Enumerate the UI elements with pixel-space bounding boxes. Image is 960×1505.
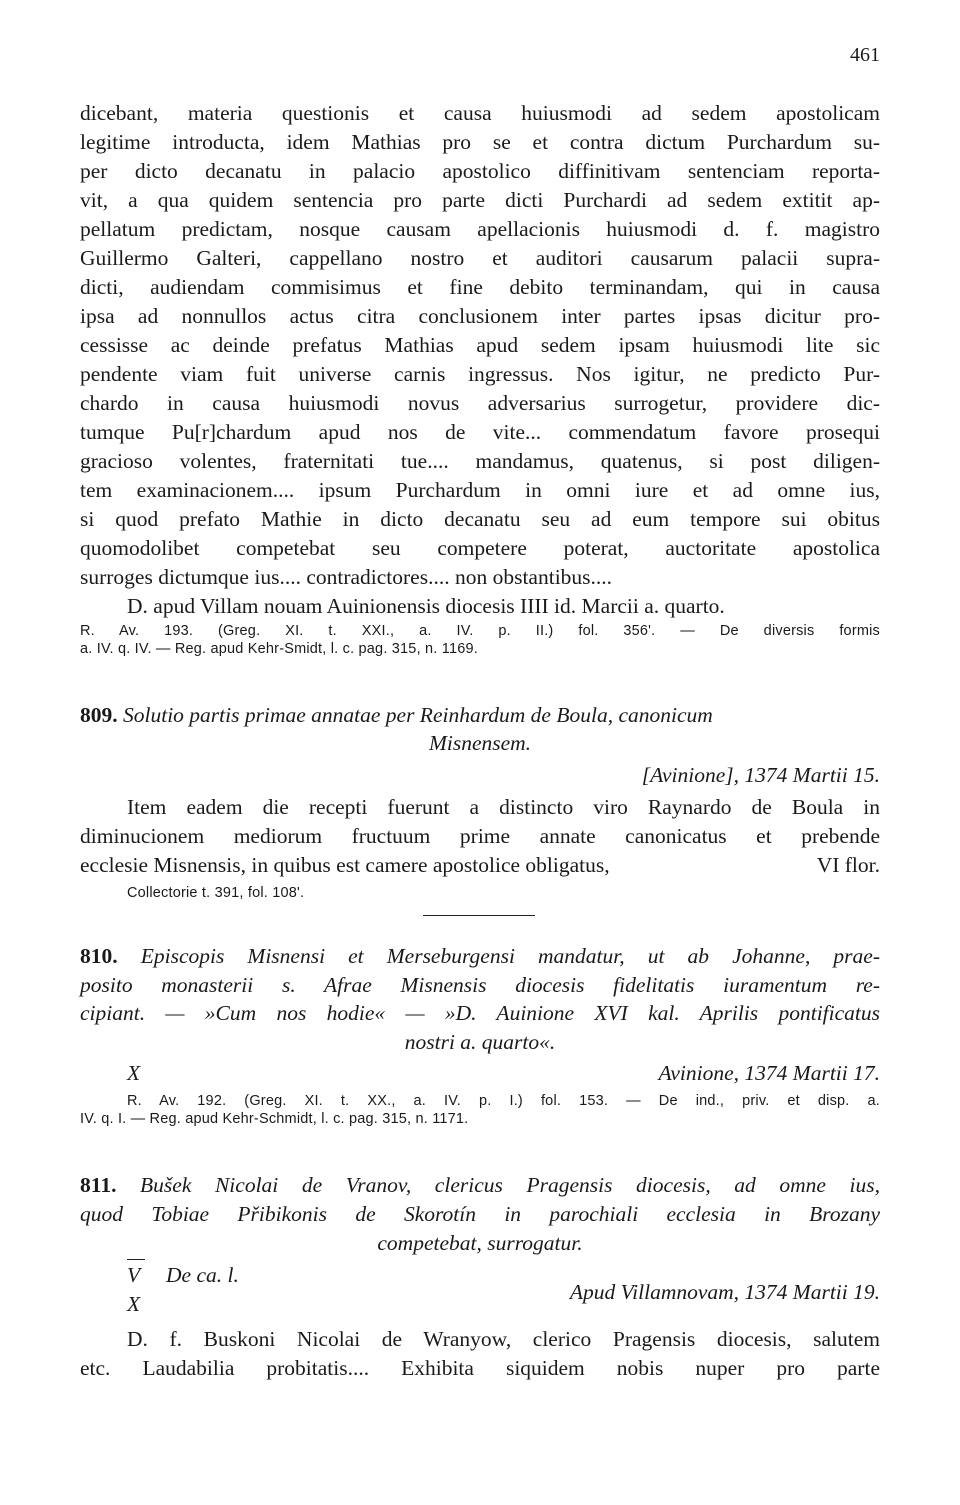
text-line: cessisse ac deinde prefatus Mathias apud sedem ipsam huiusmodi lite sic: [80, 333, 880, 357]
entry-title-line: nostri a. quarto«.: [404, 1030, 556, 1054]
entry-title-line: Episcopis Misnensi et Merseburgensi mandatur, ut ab Johanne, prae-: [140, 944, 880, 968]
text-line: D. f. Buskoni Nicolai de Wranyow, clerico Pragensis diocesis, salutem: [127, 1327, 880, 1351]
text-line: Item eadem die recepti fuerunt a distincto viro Raynardo de Boula in: [127, 795, 880, 819]
source-note: IV. q. I. — Reg. apud Kehr-Schmidt, l. c. pag. 315, n. 1171.: [80, 1111, 469, 1127]
source-note: Collectorie t. 391, fol. 108'.: [127, 885, 305, 901]
date-line: D. apud Villam nouam Auinionensis diocesis IIII id. Marcii a. quarto.: [127, 594, 725, 618]
text-line: legitime introducta, idem Mathias pro se et contra dictum Purchardum su-: [80, 130, 880, 154]
overline-mark: [127, 1259, 145, 1260]
source-note: R. Av. 192. (Greg. XI. t. XX., a. IV. p. I.) fol. 153. — De ind., priv. et disp. a.: [127, 1093, 880, 1109]
entry-place-date: [Avinione], 1374 Martii 15.: [641, 763, 880, 787]
entry-title-line: posito monasterii s. Afrae Misnensis diocesis fidelitatis iuramentum re-: [80, 973, 880, 997]
entry-number: 809.: [80, 703, 118, 727]
text-line: tem examinacionem.... ipsum Purchardum in omni iure et ad omne ius,: [80, 478, 880, 502]
entry-title-line: Solutio partis primae annatae per Reinhardum de Boula, canonicum: [123, 703, 713, 727]
text-line: diminucionem mediorum fructuum prime annate canonicatus et prebende: [80, 824, 880, 848]
text-line: pellatum predictam, nosque causam apellacionis huiusmodi d. f. magistro: [80, 217, 880, 241]
entry-mark-note: De ca. l.: [166, 1263, 239, 1287]
text-line: [80, 852, 880, 878]
text-line: si quod prefato Mathie in dicto decanatu seu ad eum tempore sui obitus: [80, 507, 880, 531]
text-line: tumque Pu[r]chardum apud nos de vite... commendatum favore prosequi: [80, 420, 880, 444]
text-line: vit, a qua quidem sentencia pro parte dicti Purchardi ad sedem extitit ap-: [80, 188, 880, 212]
text-line: pendente viam fuit universe carnis ingressus. Nos igitur, ne predicto Pur-: [80, 362, 880, 386]
entry-title: [80, 943, 880, 969]
text-line: surroges dictumque ius.... contradictores.... non obstantibus....: [80, 565, 613, 589]
text-line: gracioso volentes, fraternitati tue.... mandamus, quatenus, si post diligen-: [80, 449, 880, 473]
entry-number: 810.: [80, 944, 118, 968]
entry-mark-v: V: [127, 1263, 141, 1287]
text-line: ipsa ad nonnullos actus citra conclusionem inter partes ipsas dicitur pro-: [80, 304, 880, 328]
section-divider: [423, 915, 535, 916]
entry-title-line: Misnensem.: [428, 731, 532, 755]
entry-number: 811.: [80, 1173, 117, 1197]
entry-title-line: competebat, surrogatur.: [377, 1231, 583, 1255]
entry-mark-x: X: [127, 1292, 141, 1316]
text-line: dicti, audiendam commisimus et fine debito terminandam, qui in causa: [80, 275, 880, 299]
source-note: R. Av. 193. (Greg. XI. t. XXI., a. IV. p. II.) fol. 356'. — De diversis formis: [80, 623, 880, 639]
source-note: a. IV. q. IV. — Reg. apud Kehr-Smidt, l. c. pag. 315, n. 1169.: [80, 641, 478, 657]
entry-title-line: quod Tobiae Přibikonis de Skorotín in parochiali ecclesia in Brozany: [80, 1202, 880, 1226]
text-line: per dicto decanatu in palacio apostolico diffinitivam sentenciam reporta-: [80, 159, 880, 183]
entry-title: [80, 1172, 880, 1198]
entry-place-date: Avinione, 1374 Martii 17.: [658, 1061, 880, 1085]
entry-place-date: Apud Villamnovam, 1374 Martii 19.: [569, 1280, 880, 1304]
entry-mark: X: [127, 1061, 141, 1085]
entry-title-line: Bušek Nicolai de Vranov, clericus Pragensis diocesis, ad omne ius,: [140, 1173, 880, 1197]
entry-title-line: cipiant. — »Cum nos hodie« — »D. Auinione XVI kal. Aprilis pontificatus: [80, 1001, 880, 1025]
text-line: dicebant, materia questionis et causa huiusmodi ad sedem apostolicam: [80, 101, 880, 125]
text-line: etc. Laudabilia probitatis.... Exhibita siquidem nobis nuper pro parte: [80, 1356, 880, 1380]
text-line: Guillermo Galteri, cappellano nostro et auditori causarum palacii supra-: [80, 246, 880, 270]
entry-title: [80, 702, 880, 728]
text-line: chardo in causa huiusmodi novus adversarius surrogetur, providere dic-: [80, 391, 880, 415]
text-line-content: ecclesie Misnensis, in quibus est camere apostolice obligatus,: [80, 853, 610, 877]
text-line: quomodolibet competebat seu competere poterat, auctoritate apostolica: [80, 536, 880, 560]
amount: VI flor.: [816, 853, 880, 877]
page-number: 461: [850, 44, 880, 66]
